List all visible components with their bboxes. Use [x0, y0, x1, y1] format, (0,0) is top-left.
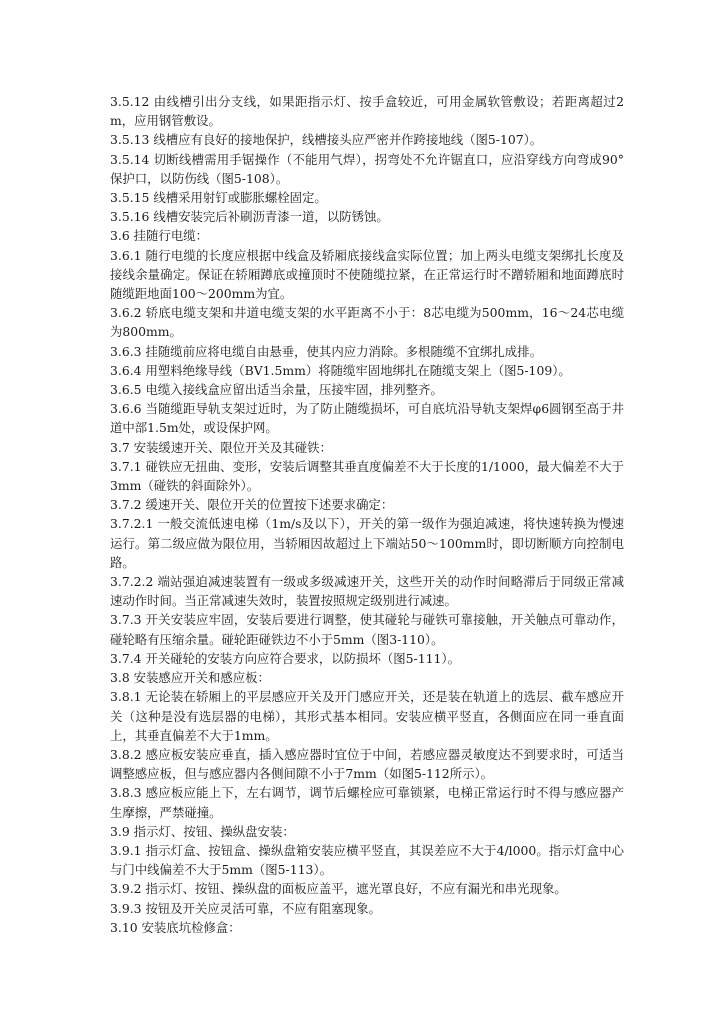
paragraph-3-6-1: 3.6.1 随行电缆的长度应根据中线盒及轿厢底接线盒实际位置；加上两头电缆支架绑扎长度及接线余量确定。保证在轿厢蹲底或撞顶时不使随缆拉紧，在正常运行时不蹭轿厢和地面蹲底时随缆距地面100～200mm为宜。: [110, 247, 624, 302]
paragraph-3-5-16: 3.5.16 线槽安装完后补刷沥青漆一道，以防锈蚀。: [110, 209, 389, 225]
section-heading-3-8: 3.8 安装感应开关和感应板：: [110, 670, 270, 686]
paragraph-3-7-2-2: 3.7.2.2 端站强迫减速装置有一级或多级减速开关，这些开关的动作时间略滞后于同级正常减速动作时间。当正常减速失效时，装置按照规定级别进行减速。: [110, 574, 624, 609]
paragraph-3-5-12: 3.5.12 由线槽引出分支线，如果距指示灯、按手盒较近，可用金属软管敷设；若距离超过2m，应用钢管敷设。: [110, 94, 624, 129]
paragraph-3-6-4: 3.6.4 用塑料绝缘导线（BV1.5mm）将随缆牢固地绑扎在随缆支架上（图5-109）。: [110, 362, 571, 378]
paragraph-3-7-3: 3.7.3 开关安装应牢固，安装后要进行调整，使其碰轮与碰铁可靠接触，开关触点可靠动作，碰轮略有压缩余量。碰轮距碰铁边不小于5mm（图3-110）。: [110, 612, 624, 647]
paragraph-3-7-4: 3.7.4 开关碰轮的安装方向应符合要求，以防损坏（图5-111）。: [110, 650, 460, 666]
paragraph-3-7-1: 3.7.1 碰铁应无扭曲、变形，安装后调整其垂直度偏差不大于长度的1/1000，最大偏差不大于3mm（碰铁的斜面除外）。: [110, 458, 624, 494]
section-heading-3-6: 3.6 挂随行电缆：: [110, 228, 208, 244]
paragraph-3-5-14: 3.5.14 切断线槽需用手锯操作（不能用气焊），拐弯处不允许锯直口，应沿穿线方向弯成90°保护口，以防伤线（图5-108）。: [110, 151, 624, 186]
paragraph-3-5-13: 3.5.13 线槽应有良好的接地保护，线槽接头应严密并作跨接地线（图5-107）。: [110, 132, 543, 148]
paragraph-3-6-2: 3.6.2 轿底电缆支架和井道电缆支架的水平距离不小于：8芯电缆为500mm，16～24芯电缆为800mm。: [110, 305, 624, 340]
paragraph-3-8-2: 3.8.2 感应板安装应垂直，插入感应器时宜位于中间，若感应器灵敏度达不到要求时，可适当调整感应板，但与感应器内各侧间隙不小于7mm（如图5-112所示）。: [110, 746, 624, 782]
paragraph-3-6-3: 3.6.3 挂随缆前应将电缆自由悬垂，使其内应力消除。多根随缆不宜绑扎成排。: [110, 343, 542, 359]
paragraph-3-5-15: 3.5.15 线槽采用射钉或膨胀螺栓固定。: [110, 190, 327, 206]
paragraph-3-6-6: 3.6.6 当随缆距导轨支架过近时，为了防止随缆损坏，可自底坑沿导轨支架焊φ6圆钢至高于井道中部1.5m处，或设保护网。: [110, 401, 624, 436]
section-heading-3-7: 3.7 安装缓速开关、限位开关及其碰铁：: [110, 439, 332, 455]
paragraph-3-8-1: 3.8.1 无论装在轿厢上的平层感应开关及开门感应开关，还是装在轨道上的选层、截车感应开关（这种是没有选层器的电梯），其形式基本相同。安装应横平竖直，各侧面应在同一垂直面上，其垂直偏差不大于1mm。: [110, 689, 624, 743]
paragraph-3-9-1: 3.9.1 指示灯盒、按钮盒、操纵盘箱安装应横平竖直，其误差应不大于4/l000。指示灯盒中心与门中线偏差不大于5mm（图5-113）。: [110, 842, 624, 878]
paragraph-3-9-3: 3.9.3 按钮及开关应灵活可靠，不应有阻塞现象。: [110, 900, 381, 916]
paragraph-3-8-3: 3.8.3 感应板应能上下，左右调节，调节后螺栓应可靠锁紧，电梯正常运行时不得与感应器产生摩擦，严禁碰撞。: [110, 785, 624, 820]
section-heading-3-9: 3.9 指示灯、按钮、操纵盘安装：: [110, 823, 295, 839]
paragraph-3-6-5: 3.6.5 电缆入接线盒应留出适当余量，压接牢固，排列整齐。: [110, 382, 443, 398]
paragraph-3-7-2: 3.7.2 缓速开关、限位开关的位置按下述要求确定：: [110, 497, 394, 513]
paragraph-3-9-2: 3.9.2 指示灯、按钮、操纵盘的面板应盖平，遮光罩良好，不应有漏光和串光现象。: [110, 881, 567, 897]
section-heading-3-10: 3.10 安装底坑检修盒：: [110, 919, 241, 935]
paragraph-3-7-2-1: 3.7.2.1 一般交流低速电梯（1m/s及以下），开关的第一级作为强迫减速，将快速转换为慢速运行。第二级应做为限位用，当轿厢因故超过上下端站50～100mm时，即切断顺方向控制电路。: [110, 516, 624, 570]
